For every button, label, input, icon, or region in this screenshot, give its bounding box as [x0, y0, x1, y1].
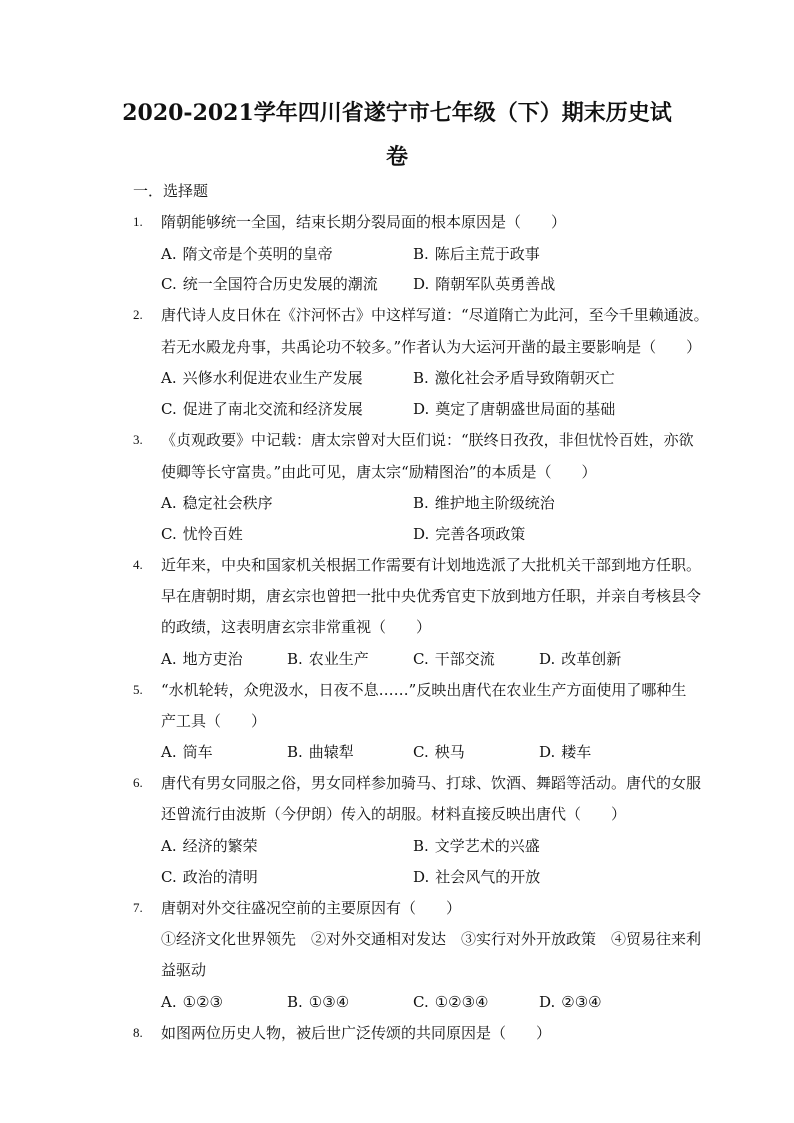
question-text: 使卿等长守富贵。”由此可见，唐太宗“励精图治”的本质是（ ） — [161, 463, 597, 481]
question-text: 唐代诗人皮日休在《汴河怀古》中这样写道：“尽道隋亡为此河，至今千里赖通波。 — [161, 306, 709, 324]
question-text: 还曾流行由波斯（今伊朗）传入的胡服。材料直接反映出唐代（ ） — [161, 805, 627, 823]
option-c: C. 秧马 — [413, 743, 465, 761]
question-number: 1. — [133, 214, 143, 229]
option-a: A. 经济的繁荣 — [161, 837, 258, 855]
question-number: 5. — [133, 682, 143, 697]
question-text: 的政绩，这表明唐玄宗非常重视（ ） — [161, 618, 432, 636]
option-b: B. 农业生产 — [287, 650, 369, 668]
option-c: C. 忧怜百姓 — [161, 525, 243, 543]
option-b: B. ①③④ — [287, 993, 350, 1011]
option-d: D. 完善各项政策 — [413, 525, 526, 543]
option-b: B. 维护地主阶级统治 — [413, 494, 555, 512]
option-c: C. 促进了南北交流和经济发展 — [161, 400, 363, 418]
question-text: 唐代有男女同服之俗，男女同样参加骑马、打球、饮酒、舞蹈等活动。唐代的女服 — [161, 774, 702, 792]
question-text: 早在唐朝时期，唐玄宗也曾把一批中央优秀官吏下放到地方任职，并亲自考核县令 — [161, 587, 702, 605]
page-title-continued: 卷 — [385, 144, 408, 170]
question-number: 3. — [133, 432, 143, 447]
question-text: 《贞观政要》中记载：唐太宗曾对大臣们说：“朕终日孜孜，非但忧怜百姓，亦欲 — [161, 431, 694, 449]
option-a: A. 筒车 — [161, 743, 213, 761]
question-number: 6. — [133, 775, 143, 790]
option-d: D. 社会风气的开放 — [413, 868, 541, 886]
option-d: D. 耧车 — [539, 743, 592, 761]
option-c: C. 政治的清明 — [161, 868, 258, 886]
option-c: C. 干部交流 — [413, 650, 495, 668]
option-b: B. 激化社会矛盾导致隋朝灭亡 — [413, 369, 615, 387]
option-a: A. 隋文帝是个英明的皇帝 — [161, 245, 333, 263]
option-b: B. 陈后主荒于政事 — [413, 245, 540, 263]
option-d: D. 奠定了唐朝盛世局面的基础 — [413, 400, 616, 418]
question-text: 近年来，中央和国家机关根据工作需要有计划地选派了大批机关干部到地方任职。 — [161, 556, 702, 574]
question-text: 产工具（ ） — [161, 712, 267, 730]
question-text: 唐朝对外交往盛况空前的主要原因有（ ） — [161, 899, 462, 917]
option-a: A. 地方吏治 — [161, 650, 243, 668]
question-text: 隋朝能够统一全国，结束长期分裂局面的根本原因是（ ） — [161, 213, 567, 231]
section-heading: 一．选择题 — [133, 182, 209, 200]
option-b: B. 文学艺术的兴盛 — [413, 837, 540, 855]
question-number: 7. — [133, 900, 143, 915]
option-c: C. 统一全国符合历史发展的潮流 — [161, 275, 378, 293]
question-text: “水机轮转，众兜汲水，日夜不息……”反映出唐代在农业生产方面使用了哪种生 — [161, 681, 687, 699]
page-title: 2020-2021学年四川省遂宁市七年级（下）期末历史试 — [122, 100, 672, 126]
option-b: B. 曲辕犁 — [287, 743, 354, 761]
question-text: 益驱动 — [161, 961, 207, 979]
option-d: D. 隋朝军队英勇善战 — [413, 275, 556, 293]
question-text: ①经济文化世界领先 ②对外交通相对发达 ③实行对外开放政策 ④贸易往来利 — [161, 930, 702, 948]
question-text: 若无水殿龙舟事，共禹论功不较多。”作者认为大运河开凿的最主要影响是（ ） — [161, 338, 702, 356]
option-d: D. 改革创新 — [539, 650, 622, 668]
option-d: D. ②③④ — [539, 993, 602, 1011]
option-a: A. 兴修水利促进农业生产发展 — [161, 369, 363, 387]
option-a: A. ①②③ — [161, 993, 223, 1011]
question-number: 4. — [133, 557, 143, 572]
question-number: 8. — [133, 1025, 143, 1040]
question-number: 2. — [133, 307, 143, 322]
option-c: C. ①②③④ — [413, 993, 489, 1011]
option-a: A. 稳定社会秩序 — [161, 494, 273, 512]
question-text: 如图两位历史人物，被后世广泛传颂的共同原因是（ ） — [161, 1024, 552, 1042]
